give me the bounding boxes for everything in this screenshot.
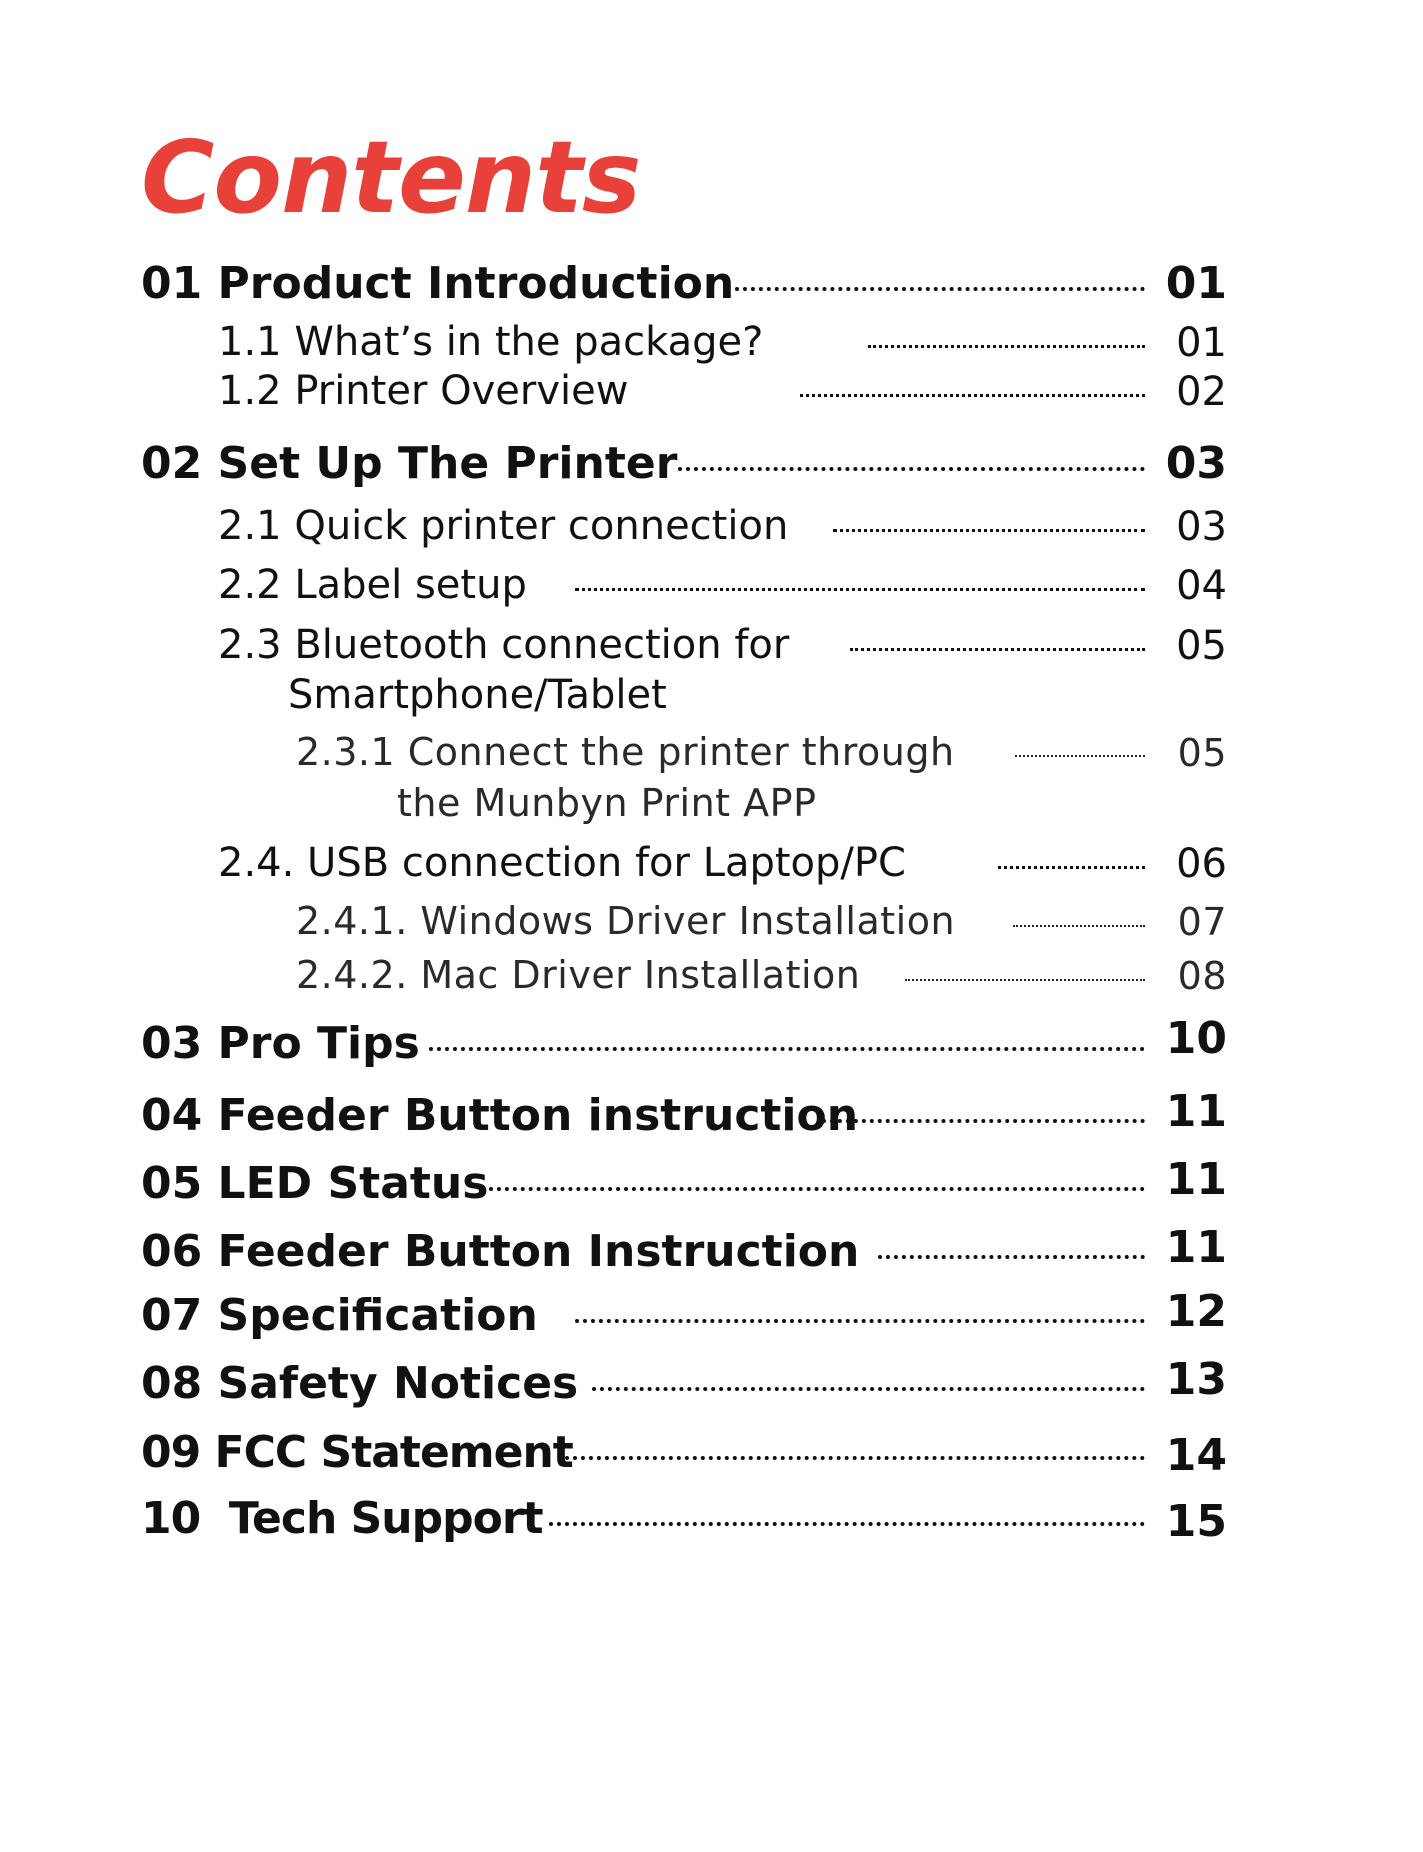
leader-dots	[998, 866, 1145, 869]
page-number: 10	[1165, 1013, 1227, 1064]
toc-entry-label: 2.1 Quick printer connection	[218, 503, 789, 549]
leader-dots	[735, 287, 1145, 291]
toc-entry-label: 03 Pro Tips	[141, 1018, 420, 1069]
page-number: 01	[1165, 258, 1227, 309]
toc-entry-label: 1.1 What’s in the package?	[218, 319, 764, 365]
toc-entry-label: 2.4. USB connection for Laptop/PC	[218, 840, 906, 886]
toc-entry-label: 06 Feeder Button Instruction	[141, 1226, 860, 1277]
toc-entry-label: 02 Set Up The Printer	[141, 438, 678, 489]
page-number: 01	[1176, 320, 1227, 366]
leader-dots	[429, 1047, 1145, 1051]
toc-entry-label: 1.2 Printer Overview	[218, 368, 629, 414]
page-number: 05	[1176, 623, 1227, 669]
toc-entry-label: 2.4.1. Windows Driver Installation	[296, 899, 956, 943]
page-number: 11	[1165, 1222, 1227, 1273]
page-number: 03	[1176, 504, 1227, 550]
leader-dots	[822, 1119, 1145, 1123]
toc-entry-label: 05 LED Status	[141, 1158, 489, 1209]
toc-entry-label: 2.3.1 Connect the printer through	[296, 730, 955, 774]
leader-dots	[878, 1255, 1145, 1259]
toc-entry-label: 2.2 Label setup	[218, 562, 527, 608]
page-number: 05	[1177, 731, 1227, 775]
leader-dots	[549, 1522, 1145, 1526]
toc-entry-label-continued: the Munbyn Print APP	[397, 781, 817, 825]
leader-dots	[1013, 925, 1145, 927]
toc-entry-label: 2.3 Bluetooth connection for	[218, 622, 790, 668]
page-number: 08	[1177, 954, 1227, 998]
page-number: 03	[1165, 438, 1227, 489]
page-number: 15	[1165, 1496, 1227, 1547]
leader-dots	[678, 467, 1145, 471]
leader-dots	[905, 979, 1145, 981]
toc-entry-label: 04 Feeder Button instruction	[141, 1090, 859, 1141]
leader-dots	[575, 1319, 1145, 1323]
toc-entry-label-continued: Smartphone/Tablet	[288, 672, 667, 718]
leader-dots	[565, 1456, 1145, 1460]
page-number: 02	[1176, 369, 1227, 415]
leader-dots	[489, 1187, 1145, 1191]
leader-dots	[868, 345, 1145, 348]
toc-entry-label: 09 FCC Statement	[141, 1427, 573, 1478]
page-number: 14	[1165, 1430, 1227, 1481]
leader-dots	[833, 529, 1145, 532]
page-number: 11	[1165, 1086, 1227, 1137]
toc-entry-label: 08 Safety Notices	[141, 1358, 579, 1409]
leader-dots	[850, 648, 1145, 651]
page-number: 04	[1176, 563, 1227, 609]
page-number: 12	[1165, 1286, 1227, 1337]
page-number: 07	[1177, 900, 1227, 944]
page-number: 06	[1176, 841, 1227, 887]
leader-dots	[800, 394, 1145, 397]
toc-entry-label: 07 Specification	[141, 1290, 538, 1341]
toc-entry-label: 10 Tech Support	[141, 1493, 543, 1544]
leader-dots	[575, 588, 1145, 591]
page-number: 11	[1165, 1154, 1227, 1205]
page-title: Contents	[141, 119, 641, 236]
page-number: 13	[1165, 1354, 1227, 1405]
leader-dots	[592, 1387, 1145, 1391]
toc-entry-label: 2.4.2. Mac Driver Installation	[296, 953, 861, 997]
leader-dots	[1015, 755, 1145, 757]
toc-entry-label: 01 Product Introduction	[141, 258, 735, 309]
